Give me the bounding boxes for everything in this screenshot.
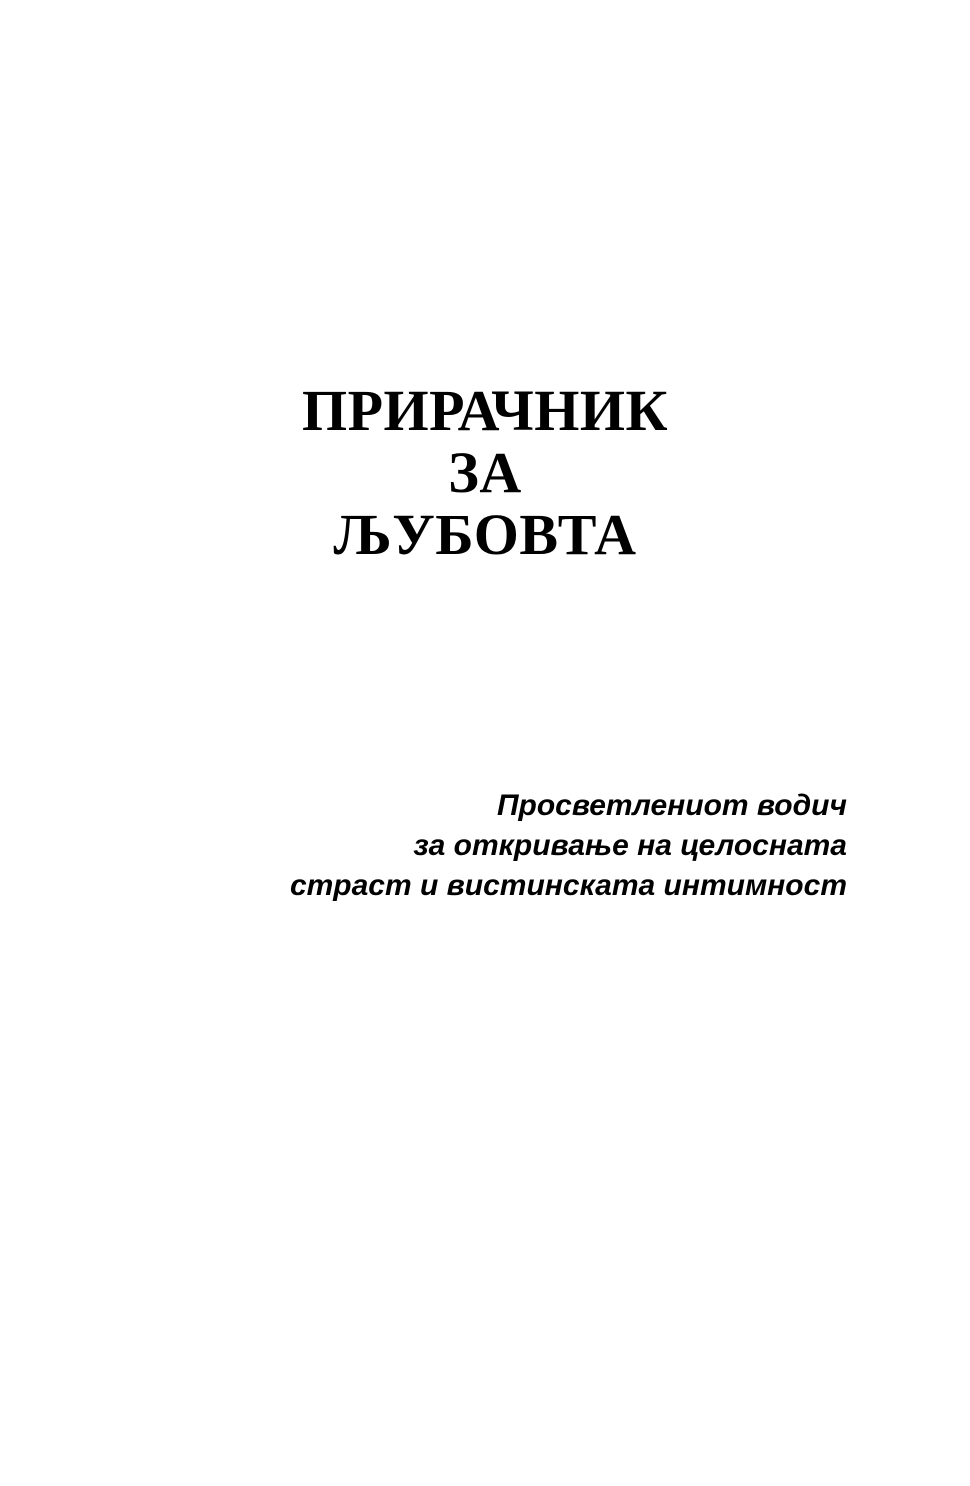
book-subtitle-line-1: Просветлениот водич [496, 789, 847, 822]
book-title-line-1: ПРИРАЧНИК [301, 378, 669, 443]
book-subtitle [0, 786, 847, 906]
book-title [0, 380, 970, 566]
book-subtitle-line-3: страст и вистинската интимност [289, 869, 847, 902]
book-subtitle-line-2: за откривање на целосната [413, 829, 847, 862]
book-title-line-3: ЉУБОВТА [333, 502, 637, 567]
book-title-line-2: ЗА [448, 440, 522, 505]
